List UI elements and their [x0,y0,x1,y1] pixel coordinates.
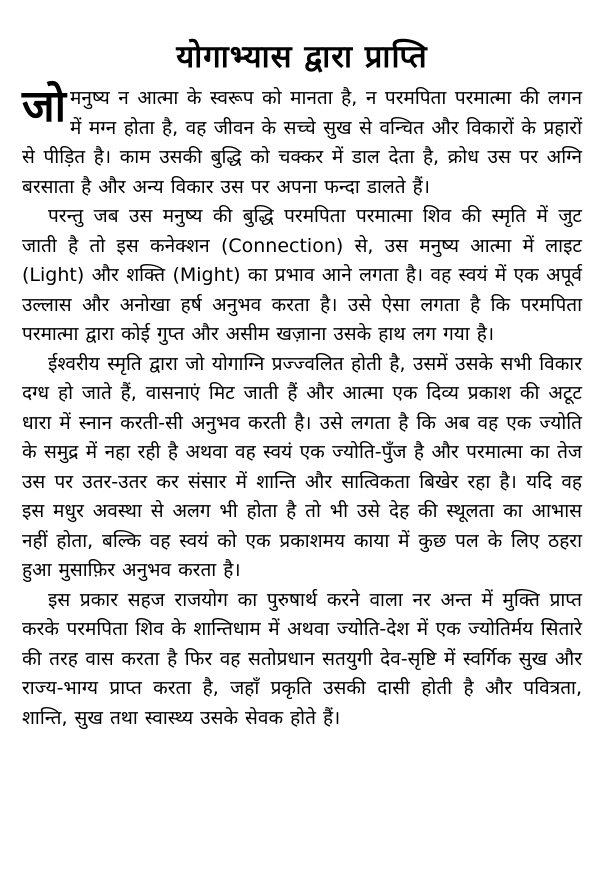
page-title: योगाभ्यास द्वारा प्राप्ति [176,39,428,75]
drop-cap: जो [22,81,67,133]
paragraph-1 [22,81,582,202]
paragraph-3: ईश्वरीय स्मृति द्वारा जो योगाग्नि प्रज्ज्वलित होती है, उसमें उसके सभी विकार दग्ध हो जाते हैं, वासनाएं मिट जाती हैं और आत्मा एक दिव्य प्रकाश की अटूट धारा में स्नान करती-सी अनुभव करती है। उसे लगता है कि अब वह एक ज्योति के समुद्र में नहा रही है अथवा वह स्वयं एक ज्योति-पुँज है और परमात्मा का तेज उस पर उतर-उतर कर संसार में शान्ति और सात्विकता बिखेर रहा है। यदि वह इस मधुर अवस्था से अलग भी होता है तो भी उसे देह की स्थूलता का आभास नहीं होता, बल्कि वह स्वयं को एक प्रकाशमय काया में कुछ पल के लिए ठहरा हुआ मुसाफ़िर अनुभव करता है। [22,352,582,582]
document-page [22,40,582,733]
paragraph-4: इस प्रकार सहज राजयोग का पुरुषार्थ करने वाला नर अन्त में मुक्ति प्राप्त करके परमपिता शिव के शान्तिधाम में अथवा ज्योति-देश में एक ज्योतिर्मय सितारे की तरह वास करता है फिर वह सतोप्रधान सतयुगी देव-सृष्टि में स्वर्गिक सुख और राज्य-भाग्य प्राप्त करता है, जहाँ प्रकृति उसकी दासी होती है और पवित्रता, शान्ति, सुख तथा स्वास्थ्य उसके सेवक होते हैं। [22,588,582,729]
paragraph-2: परन्तु जब उस मनुष्य की बुद्धि परमपिता परमात्मा शिव की स्मृति में जुट जाती है तो इस कनेक्शन (Connection) से, उस मनुष्य आत्मा में लाइट (Light) और शक्ति (Might) का प्रभाव आने लगता है। वह स्वयं में एक अपूर्व उल्लास और अनोखा हर्ष अनुभव करता है। उसे ऐसा लगता है कि परमपिता परमात्मा द्वारा कोई गुप्त और असीम खज़ाना उसके हाथ लग गया है। [22,205,582,346]
paragraph-1-text: मनुष्य न आत्मा के स्वरूप को मानता है, न परमपिता परमात्मा की लगन में मग्न होता है, वह जीवन के सच्चे सुख से वन्चित और विकारों के प्रहारों से पीड़ित है। काम उसकी बुद्धि को चक्कर में डाल देता है, क्रोध उस पर अग्नि बरसाता है और अन्य विकार उस पर अपना फन्दा डालते हैं। [22,87,582,198]
